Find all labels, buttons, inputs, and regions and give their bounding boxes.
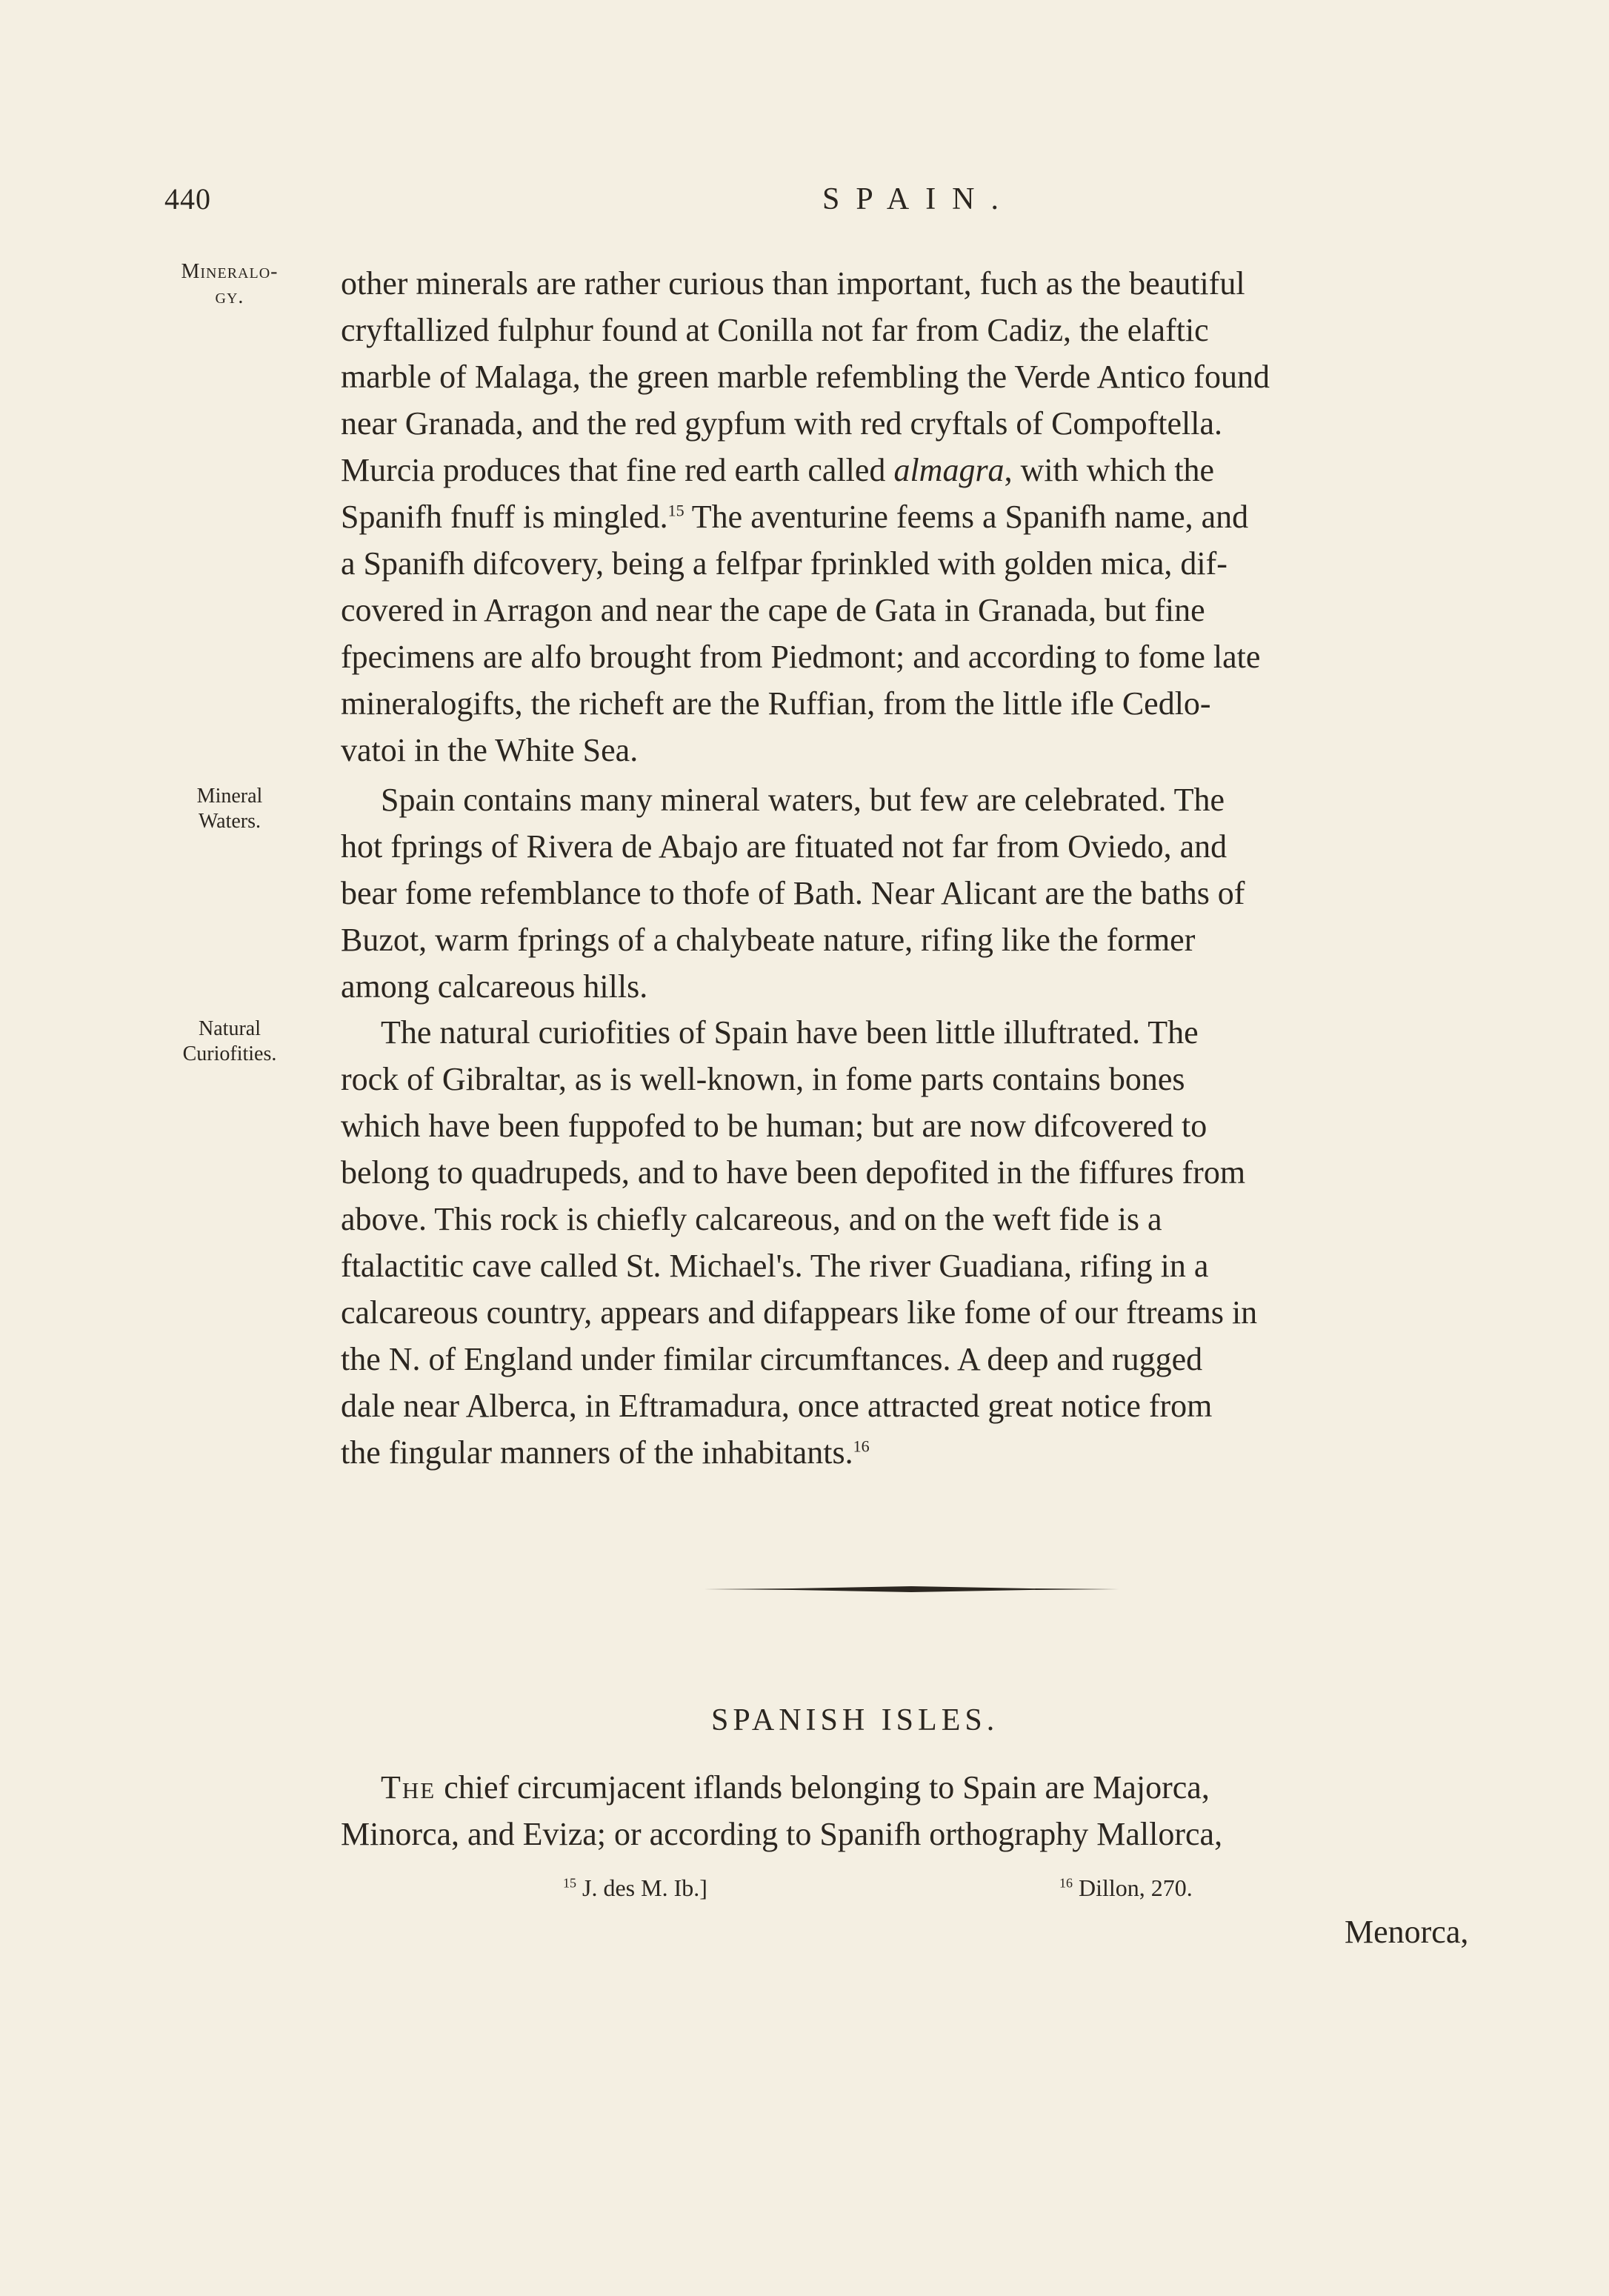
- text-line: other minerals are rather curious than important, fuch as the beautiful: [341, 265, 1245, 302]
- text-line: fpecimens are alfo brought from Piedmont; and according to fome late: [341, 639, 1261, 675]
- footnote-16: [1059, 1874, 1193, 1902]
- footnote-mark: 16: [1059, 1875, 1073, 1891]
- text-line: which have been fuppofed to be human; but are now difcovered to: [341, 1108, 1207, 1144]
- paragraph-lines: [341, 776, 1496, 1010]
- spanish-isles-paragraph: [341, 1764, 1496, 1857]
- paragraph-lines: [341, 1764, 1496, 1857]
- text-line: the fingular manners of the inhabitants.$^{16}$: [341, 1434, 870, 1471]
- text-line: bear fome refemblance to thofe of Bath. Near Alicant are the baths of: [341, 875, 1245, 911]
- footnote-reference: 16: [853, 1437, 870, 1456]
- text-line: calcareous country, appears and difappears like fome of our ftreams in: [341, 1294, 1258, 1331]
- text-line: near Granada, and the red gypfum with red cryftals of Compoftella.: [341, 405, 1223, 442]
- sidenote-line: Natural: [199, 1017, 261, 1040]
- lead-word: The: [381, 1769, 436, 1806]
- text-line: Spain contains many mineral waters, but few are celebrated. The: [381, 782, 1225, 818]
- footnote-mark: 15: [563, 1875, 576, 1891]
- text-line: Minorca, and Eviza; or according to Spanifh orthography Mallorca,: [341, 1816, 1223, 1852]
- text-line: dale near Alberca, in Eftramadura, once attracted great notice from: [341, 1388, 1213, 1424]
- text-line: above. This rock is chiefly calcareous, and on the weft fide is a: [341, 1201, 1162, 1237]
- text-line: The natural curiofities of Spain have been little illuftrated. The: [381, 1014, 1199, 1051]
- text-line: Spanifh fnuff is mingled.$^{15}$ The aventurine feems a Spanifh name, and: [341, 499, 1249, 535]
- sidenote-line: Mineral: [196, 785, 263, 808]
- paragraph-lines: [341, 1009, 1496, 1476]
- footnote-reference: 15: [667, 501, 684, 520]
- text-line: hot fprings of Rivera de Abajo are fituated not far from Oviedo, and: [341, 828, 1227, 865]
- footnotes: [0, 1874, 1609, 1911]
- running-title: SPAIN.: [822, 182, 1016, 216]
- text-line: vatoi in the White Sea.: [341, 732, 639, 768]
- page-number: 440: [164, 182, 211, 216]
- text-line: marble of Malaga, the green marble refembling the Verde Antico found: [341, 359, 1270, 395]
- sidenote-line: Curiofities.: [182, 1042, 277, 1065]
- sidenote-line: Mineralo-: [181, 260, 279, 283]
- footnote-text: J. des M. Ib.]: [582, 1874, 707, 1901]
- catchword: Menorca,: [1345, 1914, 1469, 1950]
- sidenote-mineralogy: [148, 259, 311, 310]
- text-line: mineralogifts, the richeft are the Ruffian, from the little ifle Cedlo-: [341, 685, 1211, 722]
- text-line: among calcareous hills.: [341, 968, 648, 1005]
- text-line: covered in Arragon and near the cape de Gata in Granada, but fine: [341, 592, 1205, 628]
- text-line: ftalactitic cave called St. Michael's. The river Guadiana, rifing in a: [341, 1248, 1209, 1284]
- footnote-text: Dillon, 270.: [1079, 1874, 1193, 1901]
- sidenote-natural-curiosities: [148, 1016, 311, 1067]
- text-line: the N. of England under fimilar circumftances. A deep and rugged: [341, 1341, 1203, 1377]
- paragraph-lines: [341, 260, 1496, 773]
- sidenote-mineral-waters: [148, 784, 311, 834]
- text-line: chief circumjacent iflands belonging to Spain are Majorca,: [436, 1769, 1210, 1806]
- running-head: [0, 182, 1609, 226]
- sidenote-line: gy.: [215, 285, 244, 308]
- mineral-waters-paragraph: [341, 776, 1496, 1010]
- section-heading: SPANISH ISLES.: [711, 1703, 999, 1737]
- text-line: belong to quadrupeds, and to have been depofited in the fiffures from: [341, 1154, 1246, 1191]
- sidenote-line: Waters.: [198, 810, 261, 833]
- natural-curiosities-paragraph: [341, 1009, 1496, 1476]
- text-line: Murcia produces that fine red earth called almagra, with which the: [341, 452, 1215, 488]
- text-line: cryftallized fulphur found at Conilla not far from Cadiz, the elaftic: [341, 312, 1209, 348]
- minerals-paragraph: [341, 260, 1496, 773]
- italic-term: almagra: [893, 452, 1005, 488]
- text-line: rock of Gibraltar, as is well-known, in fome parts contains bones: [341, 1061, 1185, 1097]
- ornamental-rule: [704, 1585, 1119, 1593]
- text-line: a Spanifh difcovery, being a felfpar fprinkled with golden mica, dif-: [341, 545, 1227, 582]
- text-line: Buzot, warm fprings of a chalybeate nature, rifing like the former: [341, 922, 1196, 958]
- footnote-15: [563, 1874, 707, 1902]
